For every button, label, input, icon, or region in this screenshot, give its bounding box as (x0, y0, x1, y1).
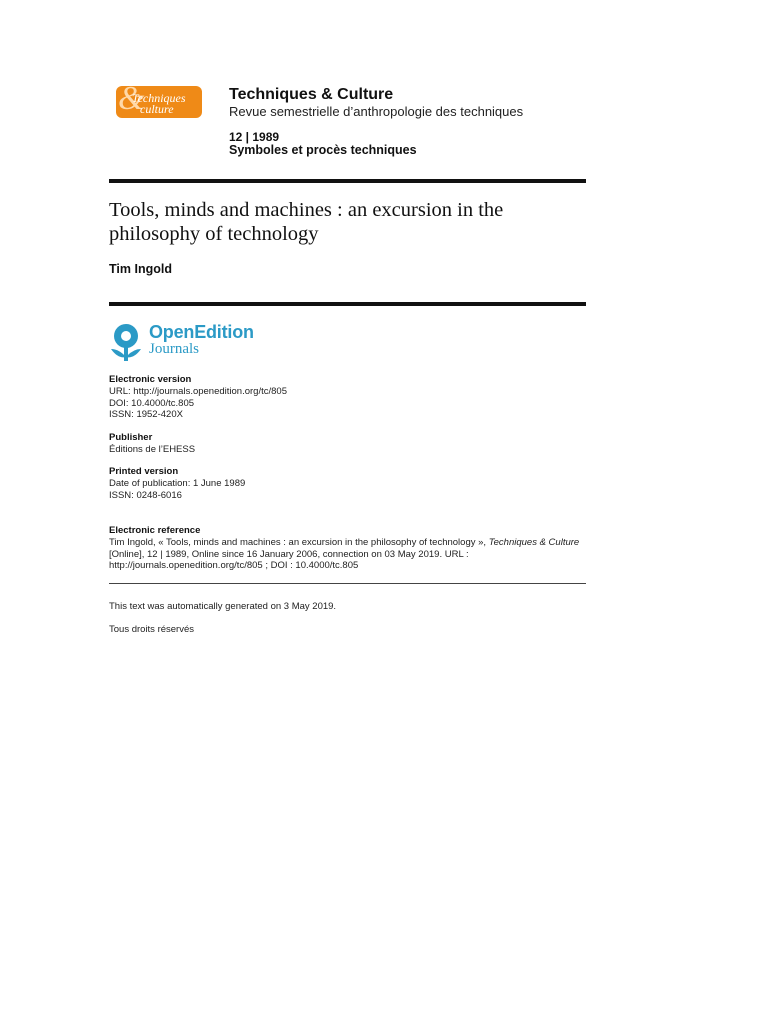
openedition-journals: Journals (149, 341, 199, 357)
electronic-version-block (109, 374, 287, 421)
printed-version-block (109, 466, 245, 501)
reference-journal-italic: Techniques & Culture (488, 536, 580, 548)
openedition-name[interactable]: OpenEdition (149, 322, 254, 342)
logo-ampersand-icon: & (118, 86, 145, 117)
issue-theme: Symboles et procès techniques (229, 143, 417, 157)
printed-version-label: Printed version (109, 466, 179, 477)
footer-divider (109, 583, 586, 584)
printed-version-issn: ISSN: 0248-6016 (109, 489, 182, 501)
electronic-reference-block (109, 525, 581, 572)
reference-part2[interactable]: [Online], 12 | 1989, Online since 16 January 2006, connection on 03 May 2019. URL : http://journals.openedition.org/tc/805 ; DOI : 10.4000/tc.805 (109, 548, 469, 572)
reference-part1: Tim Ingold, « Tools, minds and machines : an excursion in the philosophy of technology », (109, 536, 489, 548)
publisher-label: Publisher (109, 432, 153, 443)
middle-divider (109, 302, 586, 306)
logo-text-line2: culture (140, 102, 174, 116)
electronic-version-url[interactable]: URL: http://journals.openedition.org/tc/805 (109, 385, 287, 397)
issue-number: 12 | 1989 (229, 130, 280, 144)
top-divider (109, 179, 586, 183)
openedition-flower-icon (109, 323, 143, 361)
electronic-reference-label: Electronic reference (109, 525, 201, 536)
printed-version-date: Date of publication: 1 June 1989 (109, 477, 246, 489)
logo-text-line1: Techniques (132, 91, 186, 105)
electronic-version-doi[interactable]: DOI: 10.4000/tc.805 (109, 397, 195, 409)
publisher-name: Éditions de l’EHESS (109, 443, 196, 455)
electronic-version-label: Electronic version (109, 374, 192, 385)
journal-title: Techniques & Culture (229, 86, 394, 103)
rights-note: Tous droits réservés (109, 624, 195, 635)
electronic-version-issn: ISSN: 1952-420X (109, 409, 183, 421)
journal-subtitle: Revue semestrielle d’anthropologie des techniques (229, 104, 524, 119)
article-title: Tools, minds and machines : an excursion in the philosophy of technology (109, 199, 504, 245)
article-author: Tim Ingold (109, 262, 172, 276)
publisher-block (109, 432, 195, 456)
generated-note: This text was automatically generated on 3 May 2019. (109, 601, 337, 612)
electronic-reference-text (109, 537, 581, 572)
techniques-culture-logo[interactable] (116, 86, 202, 118)
